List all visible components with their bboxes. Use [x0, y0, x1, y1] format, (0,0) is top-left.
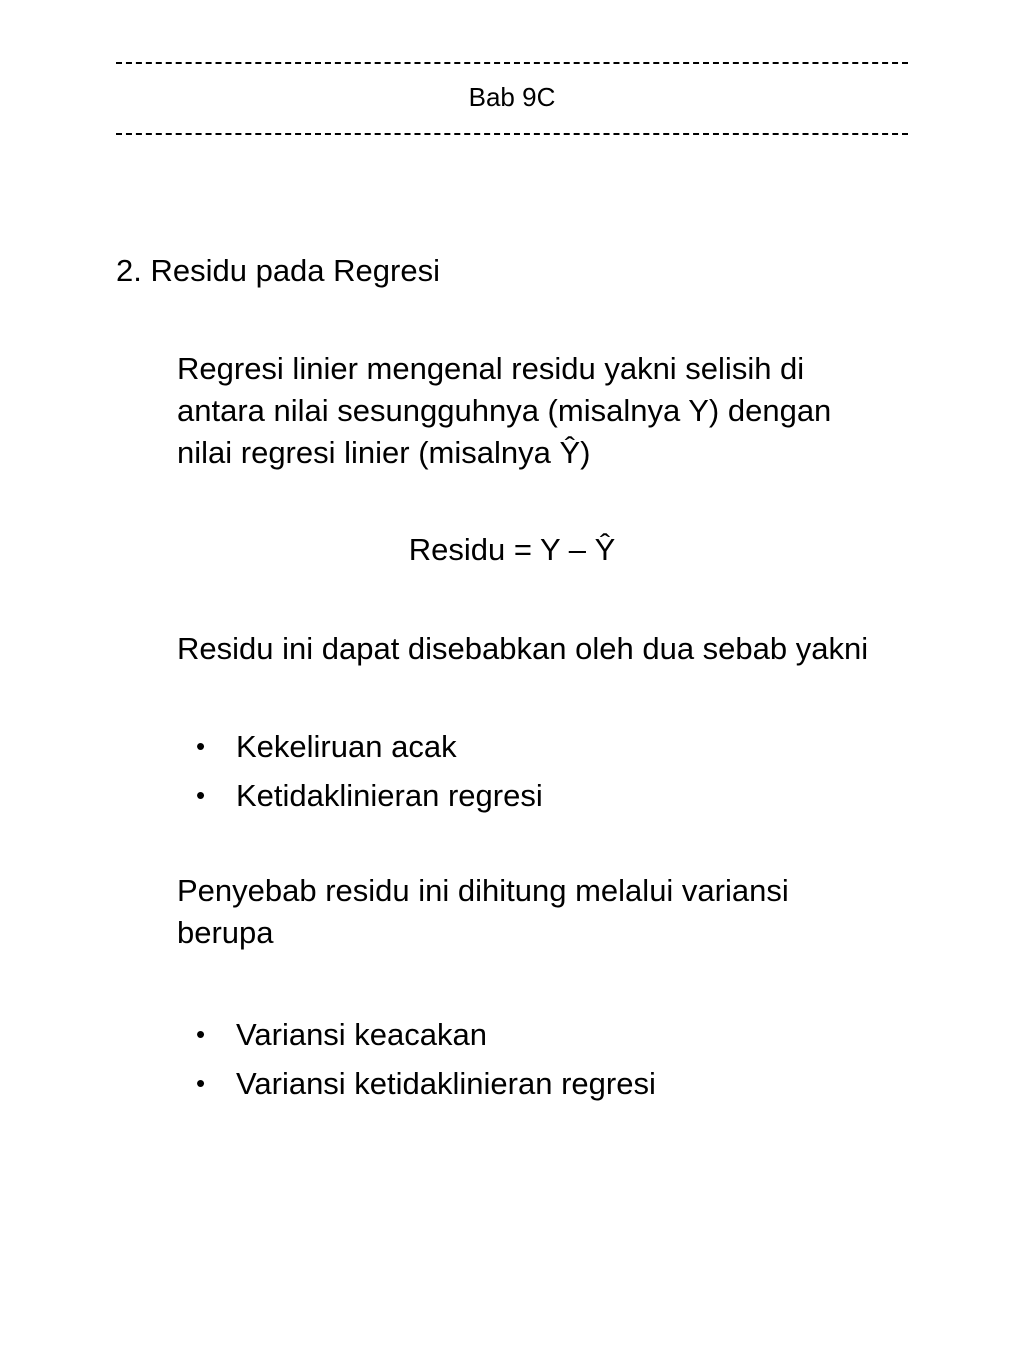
list-item	[196, 722, 543, 771]
bullet-icon: •	[196, 1068, 206, 1098]
list-item	[196, 1010, 656, 1059]
cause-intro-paragraph	[177, 628, 957, 670]
variance-intro-line: berupa	[177, 915, 274, 950]
cause-intro-line: Residu ini dapat disebabkan oleh dua sebab yakni	[177, 631, 869, 666]
page-header-title: Bab 9C	[468, 82, 556, 112]
header-top-divider	[116, 62, 908, 64]
header-bottom-divider	[116, 133, 908, 135]
bullet-icon: •	[196, 1019, 206, 1049]
variance-intro-line: Penyebab residu ini dihitung melalui variansi	[177, 873, 789, 908]
causes-list	[196, 722, 543, 820]
variance-intro-paragraph	[177, 870, 957, 954]
variances-list	[196, 1010, 656, 1108]
list-item	[196, 771, 543, 820]
residual-formula: Residu = Y – Ŷ	[408, 532, 616, 567]
intro-line: Regresi linier mengenal residu yakni selisih di	[177, 351, 805, 386]
bullet-icon: •	[196, 731, 206, 761]
section-heading: 2. Residu pada Regresi	[116, 253, 440, 288]
list-item	[196, 1059, 656, 1108]
list-item-text: Kekeliruan acak	[236, 729, 457, 764]
intro-paragraph	[177, 348, 957, 474]
list-item-text: Variansi keacakan	[236, 1017, 488, 1052]
list-item-text: Variansi ketidaklinieran regresi	[236, 1066, 656, 1101]
intro-line: nilai regresi linier (misalnya Ŷ)	[177, 435, 591, 470]
intro-line: antara nilai sesungguhnya (misalnya Y) dengan	[177, 393, 832, 428]
bullet-icon: •	[196, 780, 206, 810]
list-item-text: Ketidaklinieran regresi	[236, 778, 543, 813]
